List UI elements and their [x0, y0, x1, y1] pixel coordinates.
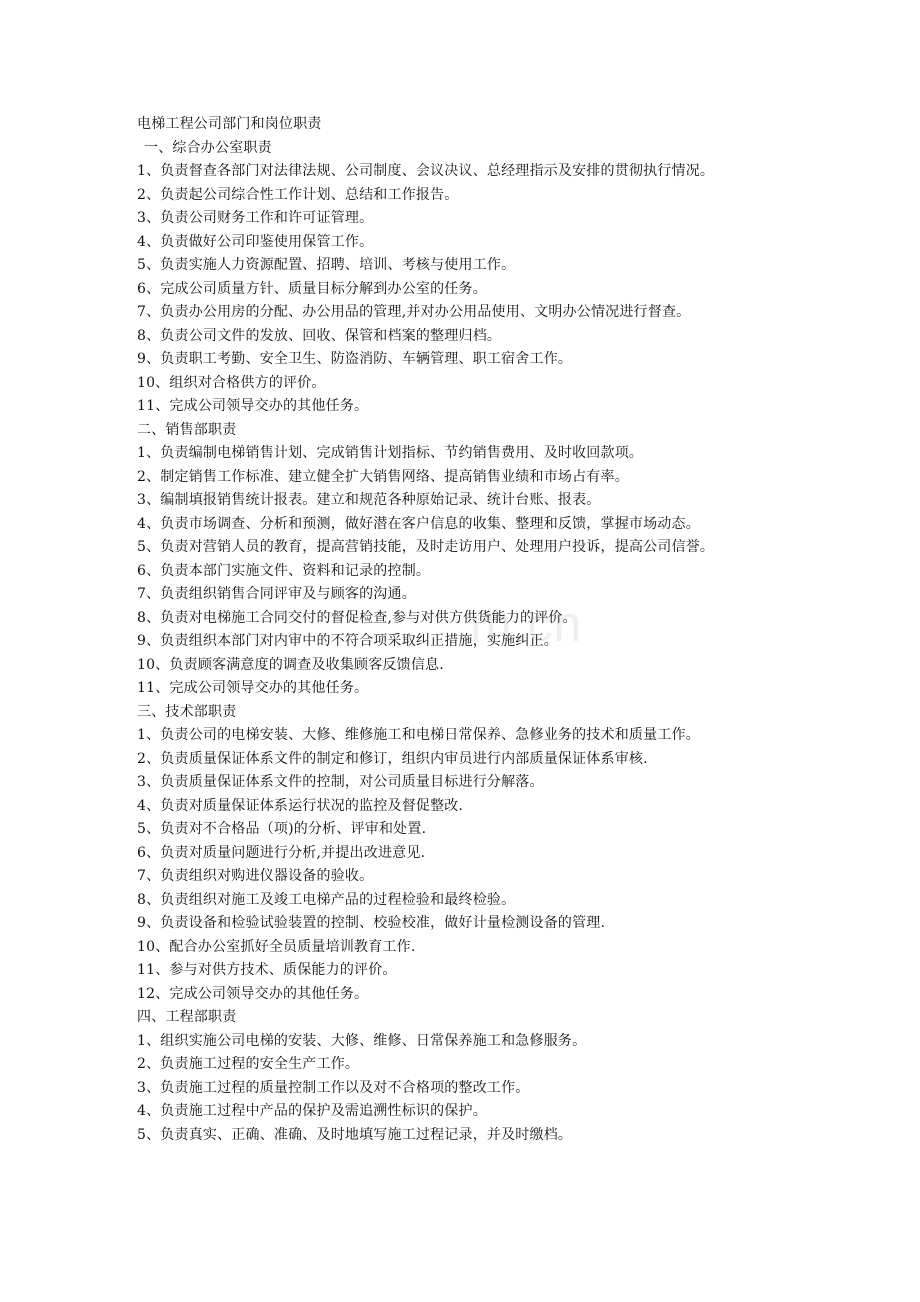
duty-item: 8、负责对电梯施工合同交付的督促检查,参与对供方供货能力的评价。: [137, 609, 577, 626]
duty-item: 10、配合办公室抓好全员质量培训教育工作.: [137, 938, 416, 955]
duty-item: 6、负责本部门实施文件、资料和记录的控制。: [137, 562, 431, 579]
duty-item: 4、负责对质量保证体系运行状况的监控及督促整改.: [137, 797, 464, 814]
section-heading: 四、工程部职责: [137, 1009, 237, 1025]
section-heading: 一、综合办公室职责: [144, 139, 272, 156]
duty-item: 1、负责督查各部门对法律法规、公司制度、会议决议、总经理指示及安排的贯彻执行情况。: [137, 163, 715, 179]
duty-item: 6、完成公司质量方针、质量目标分解到办公室的任务。: [137, 280, 487, 297]
duty-item: 9、负责组织本部门对内审中的不符合项采取纠正措施，实施纠正。: [137, 633, 558, 649]
duty-item: 11、参与对供方技术、质保能力的评价。: [137, 962, 397, 978]
duty-item: 10、组织对合格供方的评价。: [137, 374, 326, 391]
document-title: 电梯工程公司部门和岗位职责: [137, 116, 322, 132]
duty-item: 10、负责顾客满意度的调查及收集顾客反馈信息.: [137, 656, 444, 673]
duty-item: 2、负责质量保证体系文件的制定和修订，组织内审员进行内部质量保证体系审核.: [137, 750, 648, 767]
duty-item: 1、负责编制电梯销售计划、完成销售计划指标、节约销售费用、及时收回款项。: [137, 445, 644, 461]
duty-item: 9、负责设备和检验试验装置的控制、校验校准，做好计量检测设备的管理.: [137, 915, 606, 931]
duty-item: 11、完成公司领导交办的其他任务。: [137, 680, 369, 696]
duty-item: 5、负责对不合格品（项)的分析、评审和处置.: [137, 821, 427, 837]
duty-item: 1、组织实施公司电梯的安装、大修、维修、日常保养施工和急修服务。: [137, 1032, 587, 1049]
duty-item: 3、负责质量保证体系文件的控制，对公司质量目标进行分解落。: [137, 774, 544, 790]
duty-item: 4、负责施工过程中产品的保护及需追溯性标识的保护。: [137, 1103, 487, 1119]
duty-item: 5、负责实施人力资源配置、招聘、培训、考核与使用工作。: [137, 257, 516, 273]
duty-item: 5、负责对营销人员的教育，提高营销技能，及时走访用户、处理用户投诉，提高公司信誉。: [137, 539, 715, 555]
duty-item: 7、负责组织销售合同评审及与顾客的沟通。: [137, 586, 416, 602]
duty-item: 8、负责公司文件的发放、回收、保管和档案的整理归档。: [137, 327, 502, 344]
duty-item: 2、制定销售工作标准、建立健全扩大销售网络、提高销售业绩和市场占有率。: [137, 468, 629, 485]
duty-item: 11、完成公司领导交办的其他任务。: [137, 398, 369, 414]
document-body: [137, 113, 907, 1147]
duty-item: 7、负责组织对购进仪器设备的验收。: [137, 868, 374, 884]
duty-item: 3、负责公司财务工作和许可证管理。: [137, 210, 374, 226]
duty-item: 12、完成公司领导交办的其他任务。: [137, 985, 369, 1002]
duty-item: 2、负责施工过程的安全生产工作。: [137, 1056, 360, 1072]
duty-item: 2、负责起公司综合性工作计划、总结和工作报告。: [137, 186, 459, 203]
duty-item: 8、负责组织对施工及竣工电梯产品的过程检验和最终检验。: [137, 891, 516, 908]
watermark: m.cn: [470, 596, 583, 652]
duty-item: 4、负责市场调查、分析和预测，做好潜在客户信息的收集、整理和反馈，掌握市场动态。: [137, 515, 700, 532]
duty-item: 9、负责职工考勤、安全卫生、防盗消防、车辆管理、职工宿舍工作。: [137, 351, 573, 367]
section-heading: 二、销售部职责: [137, 421, 237, 438]
duty-item: 3、负责施工过程的质量控制工作以及对不合格项的整改工作。: [137, 1079, 530, 1096]
section-heading: 三、技术部职责: [137, 703, 237, 720]
duty-item: 1、负责公司的电梯安装、大修、维修施工和电梯日常保养、急修业务的技术和质量工作。: [137, 727, 700, 743]
duty-item: 4、负责做好公司印鉴使用保管工作。: [137, 233, 374, 250]
duty-item: 7、负责办公用房的分配、办公用品的管理,并对办公用品使用、文明办公情况进行督查。: [137, 304, 691, 320]
duty-item: 5、负责真实、正确、准确、及时地填写施工过程记录，并及时缴档。: [137, 1126, 573, 1143]
duty-item: 3、编制填报销售统计报表。建立和规范各种原始记录、统计台账、报表。: [137, 492, 601, 508]
duty-item: 6、负责对质量问题进行分析,并提出改进意见.: [137, 844, 426, 861]
